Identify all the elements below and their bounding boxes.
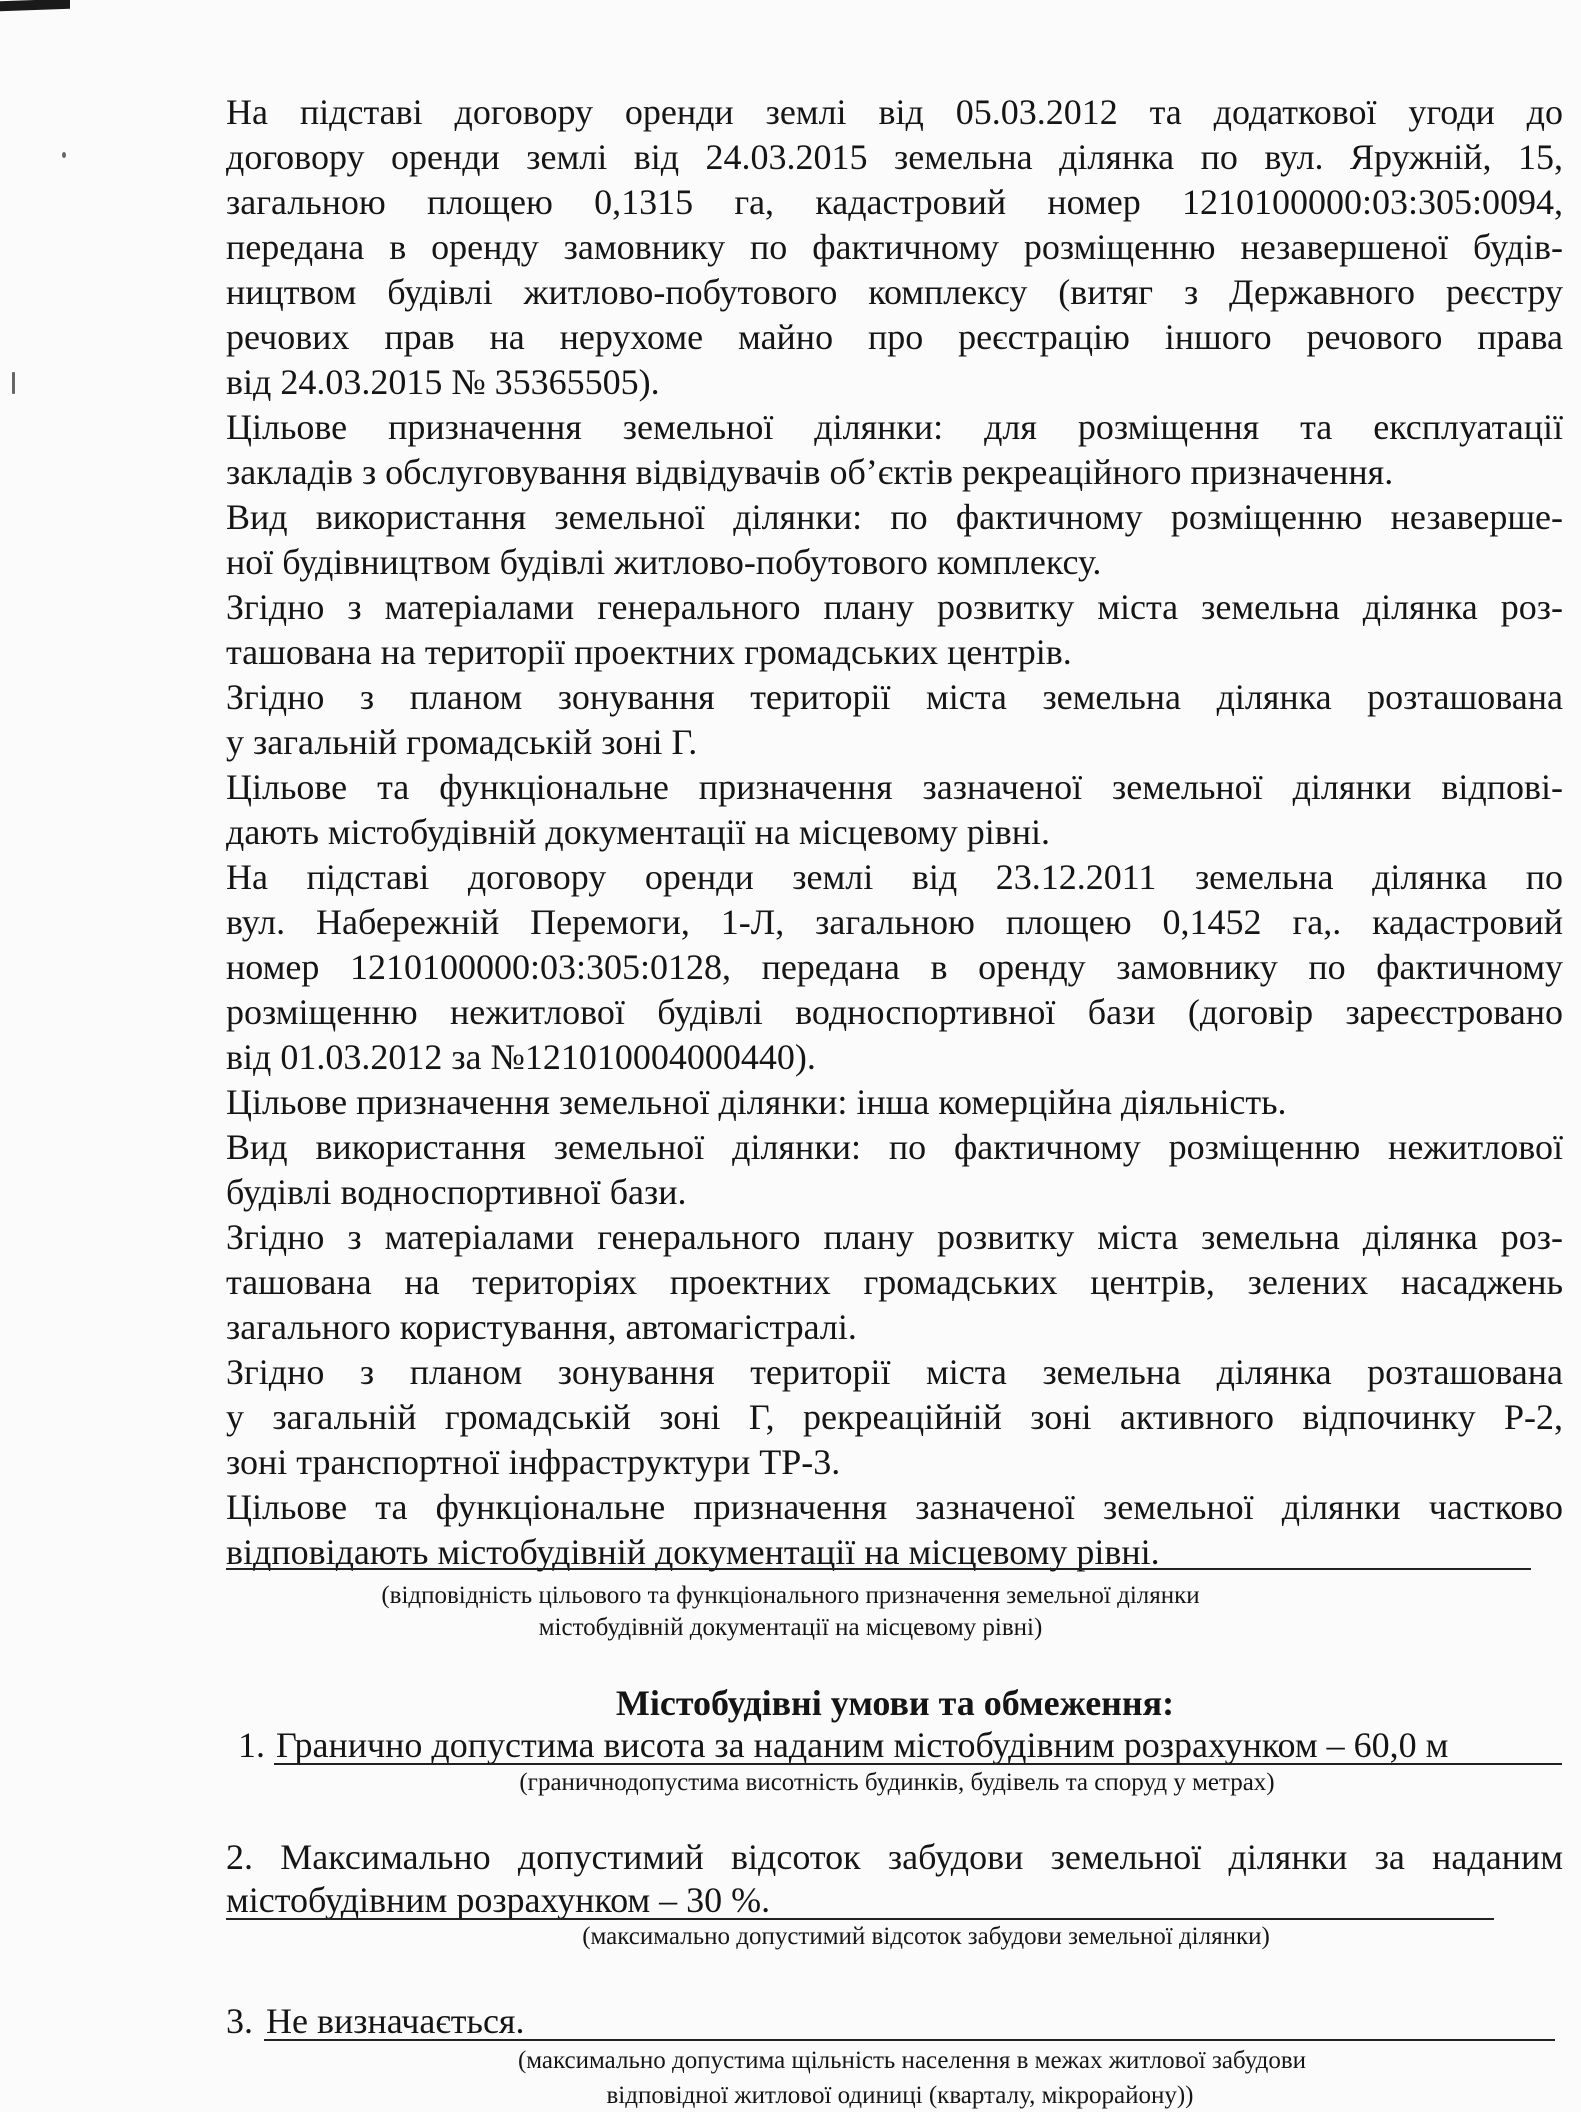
underline — [226, 1568, 1531, 1570]
paragraph-line: Згідно з планом зонування території міста земельна ділянка розташована — [226, 677, 1563, 717]
paragraph-line: Цільове та функціональне призначення зазначеної земельної ділянки частково — [226, 1487, 1563, 1527]
paragraph-line: Вид використання земельної ділянки: по фактичному розміщенню незаверше- — [226, 497, 1563, 537]
paragraph-line: Цільове призначення земельної ділянки: інша комерційна діяльність. — [226, 1082, 1287, 1122]
paragraph-line: зоні транспортної інфраструктури ТР-3. — [226, 1442, 841, 1482]
item-number: 1. — [238, 1725, 265, 1765]
section-heading: Містобудівні умови та обмеження: — [615, 1683, 1175, 1723]
paragraph-line: номер 1210100000:03:305:0128, передана в оренду замовнику по фактичному — [226, 947, 1563, 987]
compliance-caption: (відповідність цільового та функціонального призначення земельної ділянки — [381, 1582, 1200, 1609]
paragraph-line: речових прав на нерухоме майно про реєстрацію іншого речового права — [226, 317, 1563, 357]
paragraph-line: ництвом будівлі житлово-побутового комплексу (витяг з Державного реєстру — [226, 272, 1563, 312]
paragraph-line: договору оренди землі від 24.03.2015 земельна ділянка по вул. Яружній, 15, — [226, 137, 1563, 177]
density-caption: (максимально допустима щільність населення в межах житлової забудови — [517, 2047, 1307, 2074]
underline — [264, 2039, 1555, 2041]
max-height-caption: (граничнодопустима висотність будинків, будівель та споруд у метрах) — [519, 1769, 1275, 1796]
paragraph-line: вул. Набережній Перемоги, 1-Л, загальною площею 0,1452 га,. кадастровий — [226, 902, 1563, 942]
paragraph-line: передана в оренду замовнику по фактичному розміщенню незавершеної будів- — [226, 227, 1563, 267]
paragraph-line: Вид використання земельної ділянки: по фактичному розміщенню нежитлової — [226, 1127, 1563, 1167]
paragraph-line: у загальній громадській зоні Г, рекреаційній зоні активного відпочинку Р-2, — [226, 1397, 1563, 1437]
underline — [226, 1918, 1494, 1920]
paragraph-line: ної будівництвом будівлі житлово-побутового комплексу. — [226, 542, 1102, 582]
item-number: 3. — [226, 2001, 253, 2041]
paragraph-line: Згідно з матеріалами генерального плану розвитку міста земельна ділянка роз- — [226, 587, 1563, 627]
density-caption: відповідної житлової одиниці (кварталу, мікрорайону)) — [606, 2082, 1194, 2109]
compliance-caption: містобудівній документації на місцевому рівні) — [538, 1614, 1043, 1641]
paragraph-line: від 24.03.2015 № 35365505). — [226, 362, 660, 402]
paragraph-line: ташована на територіях проектних громадських центрів, зелених насаджень — [226, 1262, 1563, 1302]
paragraph-line: розміщенню нежитлової будівлі водноспортивної бази (договір зареєстровано — [226, 992, 1563, 1032]
scan-speck — [62, 152, 66, 158]
building-percent-value: містобудівним розрахунком – 30 %. — [226, 1880, 771, 1920]
paragraph-line: відповідають містобудівній документації на місцевому рівні. — [226, 1532, 1160, 1572]
paragraph-line: На підставі договору оренди землі від 05.03.2012 та додаткової угоди до — [226, 92, 1563, 132]
paragraph-line: загальною площею 0,1315 га, кадастровий номер 1210100000:03:305:0094, — [226, 182, 1563, 222]
paragraph-line: ташована на території проектних громадських центрів. — [226, 632, 1072, 672]
paragraph-line: загального користування, автомагістралі. — [226, 1307, 857, 1347]
building-percent-line: 2. Максимально допустимий відсоток забудови земельної ділянки за наданим — [226, 1837, 1563, 1877]
density-value: Не визначається. — [266, 2001, 525, 2041]
paragraph-line: Згідно з матеріалами генерального плану розвитку міста земельна ділянка роз- — [226, 1217, 1563, 1257]
paragraph-line: Цільове та функціональне призначення зазначеної земельної ділянки відпові- — [226, 767, 1563, 807]
paragraph-line: у загальній громадській зоні Г. — [226, 722, 698, 762]
paragraph-line: дають містобудівній документації на місцевому рівні. — [226, 812, 1051, 852]
underline — [274, 1763, 1562, 1765]
paragraph-line: Цільове призначення земельної ділянки: для розміщення та експлуатації — [226, 407, 1563, 447]
paragraph-line: від 01.03.2012 за №121010004000440). — [226, 1037, 816, 1077]
paragraph-line: На підставі договору оренди землі від 23.12.2011 земельна ділянка по — [226, 857, 1563, 897]
paragraph-line: закладів з обслуговування відвідувачів об’єктів рекреаційного призначення. — [226, 452, 1394, 492]
paragraph-line: будівлі водноспортивної бази. — [226, 1172, 687, 1212]
paragraph-line: Згідно з планом зонування території міста земельна ділянка розташована — [226, 1352, 1563, 1392]
scan-speck — [12, 372, 15, 394]
building-percent-caption: (максимально допустимий відсоток забудови земельної ділянки) — [582, 1923, 1270, 1950]
max-height-value: Гранично допустима висота за наданим містобудівним розрахунком – 60,0 м — [276, 1725, 1449, 1765]
scan-edge-mark — [0, 0, 70, 11]
